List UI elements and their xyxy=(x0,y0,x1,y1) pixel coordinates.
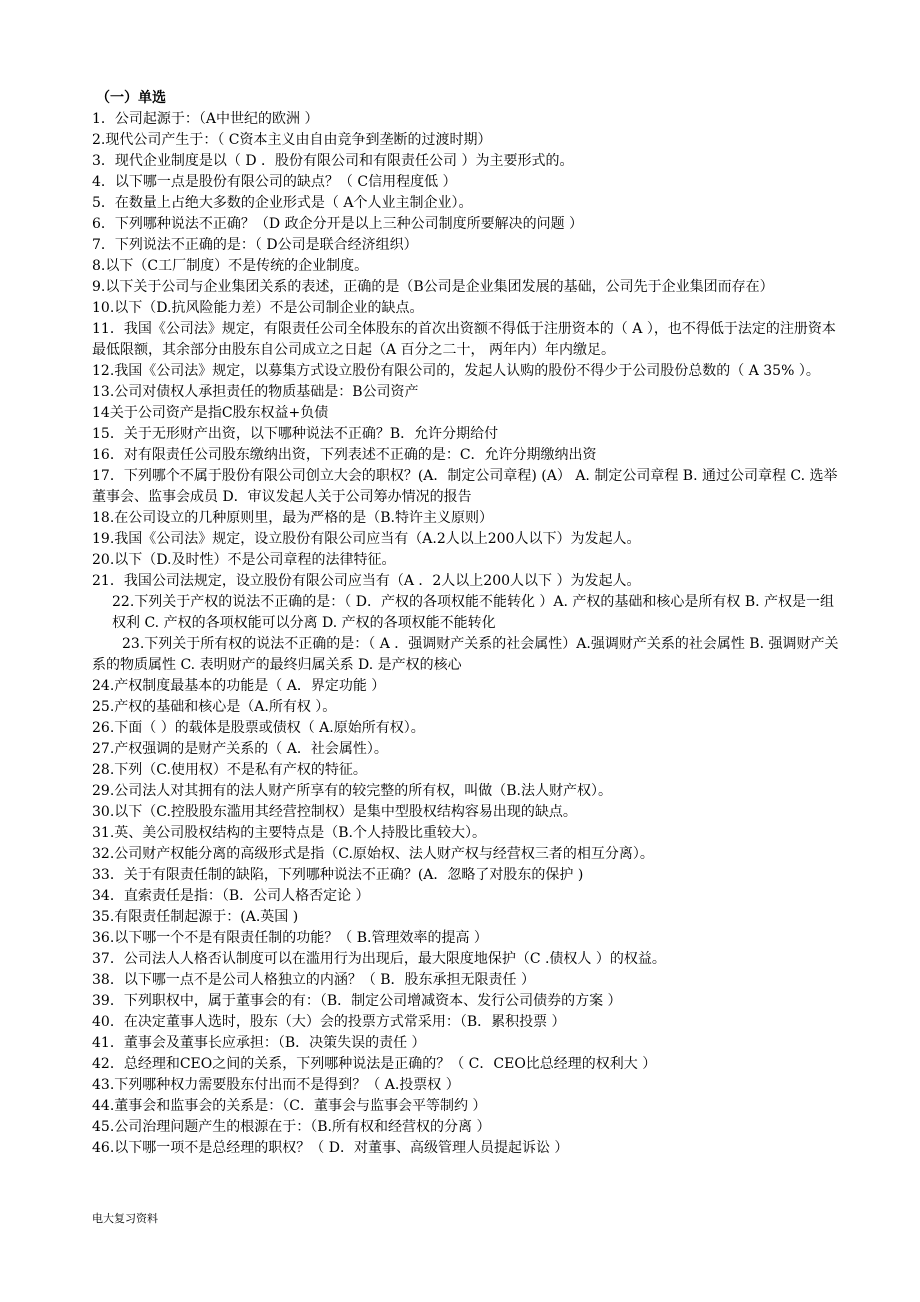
question-item: 21．我国公司法规定，设立股份有限公司应当有（A ．2人以上200人以下 ）为发起人。 xyxy=(92,573,641,589)
question-item: 1．公司起源于：（A中世纪的欧洲 ） xyxy=(92,111,319,127)
question-item: 38．以下哪一点不是公司人格独立的内涵？（ B．股东承担无限责任 ） xyxy=(92,972,536,988)
question-list xyxy=(92,109,840,1159)
question-item: 30.以下（C.控股股东滥用其经营控制权）是集中型股权结构容易出现的缺点。 xyxy=(92,804,577,820)
question-item: 41．董事会及董事长应承担：（B．决策失误的责任 ） xyxy=(92,1035,426,1051)
question-item: 42．总经理和CEO之间的关系，下列哪种说法是正确的？（ C．CEO比总经理的权利大 ） xyxy=(92,1056,657,1072)
question-item: 2.现代公司产生于：（ C资本主义由自由竞争到垄断的过渡时期） xyxy=(92,132,492,148)
question-item: 4．以下哪一点是股份有限公司的缺点？（ C信用程度低 ） xyxy=(92,174,457,190)
question-item: 44.董事会和监事会的关系是：（C．董事会与监事会平等制约 ） xyxy=(92,1098,487,1114)
question-item: 19.我国《公司法》规定，设立股份有限公司应当有（A.2人以上200人以下）为发起人。 xyxy=(92,531,641,547)
question-item: 29.公司法人对其拥有的法人财产所享有的较完整的所有权，叫做（B.法人财产权）。 xyxy=(92,783,613,799)
question-item: 37．公司法人人格否认制度可以在滥用行为出现后，最大限度地保护（C .债权人 ）的权益。 xyxy=(92,951,666,967)
question-item: 3．现代企业制度是以（ D ．股份有限公司和有限责任公司 ）为主要形式的。 xyxy=(92,153,574,169)
question-item: 28.下列（C.使用权）不是私有产权的特征。 xyxy=(92,762,367,778)
question-item: 15．关于无形财产出资，以下哪种说法不正确？B．允许分期给付 xyxy=(92,426,499,442)
question-item: 7．下列说法不正确的是：（ D公司是联合经济组织） xyxy=(92,237,418,253)
question-item: 27.产权强调的是财产关系的（ A．社会属性）。 xyxy=(92,741,388,757)
question-item: 31.英、美公司股权结构的主要特点是（B.个人持股比重较大）。 xyxy=(92,825,487,841)
question-item: 26.下面（ ）的载体是股票或债权（ A.原始所有权）。 xyxy=(92,720,425,736)
question-item: 10.以下（D.抗风险能力差）不是公司制企业的缺点。 xyxy=(92,300,424,316)
question-item: 8.以下（C工厂制度）不是传统的企业制度。 xyxy=(92,258,369,274)
question-item: 13.公司对债权人承担责任的物质基础是：B公司资产 xyxy=(92,384,419,400)
question-item: 11．我国《公司法》规定，有限责任公司全体股东的首次出资额不得低于注册资本的（ A ），也不得低于法定的注册资本最低限额，其余部分由股东自公司成立之日起（A 百分之二十， 两年内）年内缴足。 xyxy=(92,321,836,358)
section-title: （一）单选 xyxy=(96,90,166,106)
question-item: 16．对有限责任公司股东缴纳出资，下列表述不正确的是：C．允许分期缴纳出资 xyxy=(92,447,597,463)
question-item: 35.有限责任制起源于：(A.英国 ) xyxy=(92,909,299,925)
question-item: 25.产权的基础和核心是（A.所有权 ）。 xyxy=(92,699,337,715)
question-item: 39．下列职权中，属于董事会的有：（B．制定公司增减资本、发行公司债券的方案 ） xyxy=(92,993,622,1009)
question-item: 17．下列哪个不属于股份有限公司创立大会的职权？(A．制定公司章程) (A） A. 制定公司章程 B. 通过公司章程 C. 选举董事会、监事会成员 D．审议发起人关于公司筹办情况的报告 xyxy=(92,468,838,505)
question-item: 46.以下哪一项不是总经理的职权？（ D．对董事、高级管理人员提起诉讼 ） xyxy=(92,1140,569,1156)
question-item: 34．直索责任是指：（B．公司人格否定论 ） xyxy=(92,888,370,904)
question-item: 5．在数量上占绝大多数的企业形式是（ A个人业主制企业）。 xyxy=(92,195,473,211)
question-item: 24.产权制度最基本的功能是（ A．界定功能 ） xyxy=(92,678,386,694)
question-item: 18.在公司设立的几种原则里，最为严格的是（B.特许主义原则） xyxy=(92,510,494,526)
question-item: 22.下列关于产权的说法不正确的是：（ D．产权的各项权能不能转化 ）A. 产权的基础和核心是所有权 B. 产权是一组权利 C. 产权的各项权能可以分离 D. 产权的各项权能不能转化 xyxy=(112,594,835,631)
page-footer: 电大复习资料 xyxy=(92,1212,158,1225)
question-item: 20.以下（D.及时性）不是公司章程的法律特征。 xyxy=(92,552,396,568)
question-item: 40．在决定董事人选时，股东（大）会的投票方式常采用：（B．累积投票 ） xyxy=(92,1014,566,1030)
question-item: 36.以下哪一个不是有限责任制的功能？（ B.管理效率的提高 ） xyxy=(92,930,488,946)
document-body xyxy=(92,88,840,1159)
question-item: 23.下列关于所有权的说法不正确的是：（ A ．强调财产关系的社会属性）A.强调财产关系的社会属性 B. 强调财产关系的物质属性 C. 表明财产的最终归属关系 D. 是产权的核心 xyxy=(92,636,839,673)
question-item: 43.下列哪种权力需要股东付出而不是得到？（ A.投票权 ） xyxy=(92,1077,460,1093)
question-item: 33．关于有限责任制的缺陷，下列哪种说法不正确？(A．忽略了对股东的保护 ) xyxy=(92,867,584,883)
question-item: 32.公司财产权能分离的高级形式是指（C.原始权、法人财产权与经营权三者的相互分离）。 xyxy=(92,846,654,862)
question-item: 14关于公司资产是指C股东权益+负债 xyxy=(92,405,329,421)
question-item: 12.我国《公司法》规定，以募集方式设立股份有限公司的，发起人认购的股份不得少于公司股份总数的（ A 35% ）。 xyxy=(92,363,820,379)
question-item: 9.以下关于公司与企业集团关系的表述，正确的是（B公司是企业集团发展的基础，公司先于企业集团而存在） xyxy=(92,279,774,295)
question-item: 6．下列哪种说法不正确？（D 政企分开是以上三种公司制度所要解决的问题 ） xyxy=(92,216,584,232)
question-item: 45.公司治理问题产生的根源在于：（B.所有权和经营权的分离 ） xyxy=(92,1119,491,1135)
